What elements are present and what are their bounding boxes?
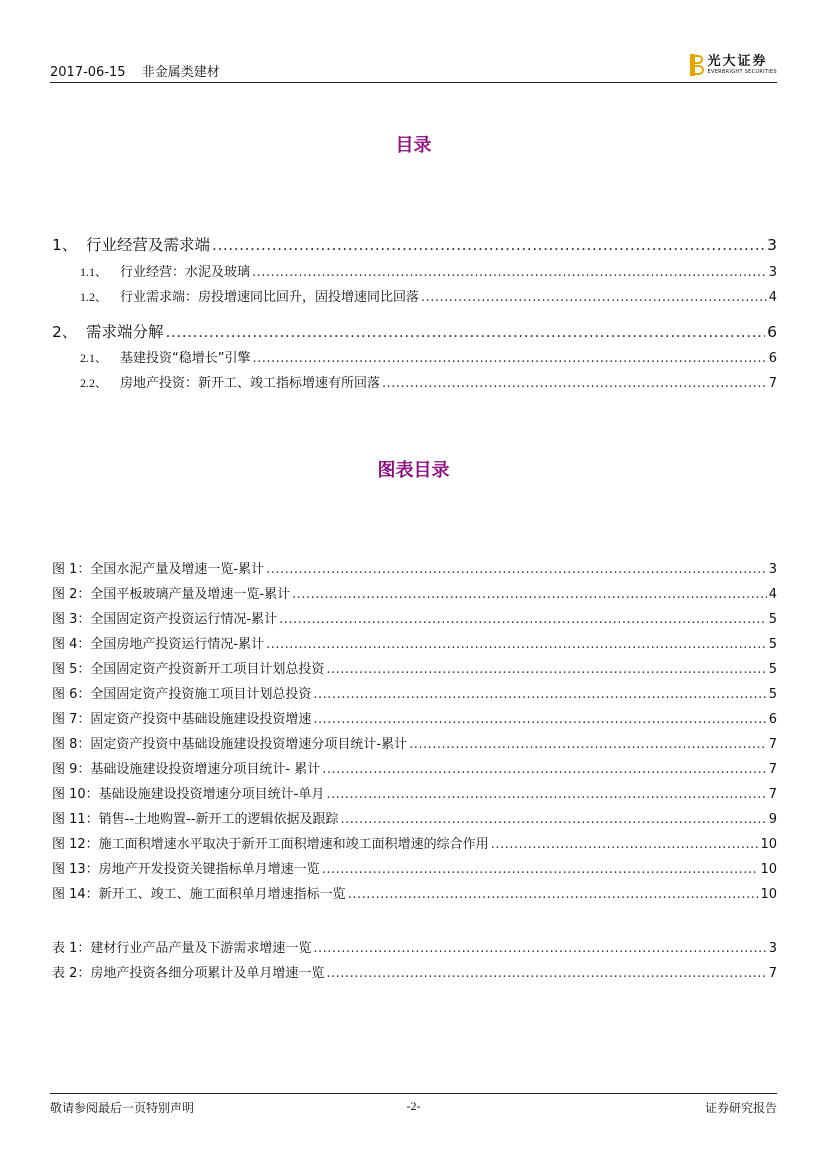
table-entry-label: 表 2：房地产投资各细分项累计及单月增速一览 — [52, 966, 325, 981]
logo-cn: 光大证券 — [707, 54, 768, 69]
footer-disclaimer: 敬请参阅最后一页特别声明 — [50, 1101, 195, 1115]
dot-leader — [340, 812, 766, 827]
toc-title: 目录 — [395, 135, 432, 156]
figure-entry-label: 图 11：销售--土地购置--新开工的逻辑依据及跟踪 — [52, 812, 339, 827]
figure-entry[interactable] — [52, 608, 777, 627]
figure-entry-page: 10 — [760, 862, 777, 877]
figure-entry[interactable] — [52, 783, 777, 802]
figure-entry-page: 5 — [768, 662, 777, 677]
figure-entry-label: 图 4：全国房地产投资运行情况-累计 — [52, 637, 265, 652]
figure-entry-page: 6 — [768, 712, 777, 727]
figure-entry[interactable] — [52, 683, 777, 702]
figure-entry-label: 图 2：全国平板玻璃产量及增速一览-累计 — [52, 587, 291, 602]
figure-entry-page: 9 — [768, 812, 777, 827]
figure-entry[interactable] — [52, 858, 777, 877]
figure-entry[interactable] — [52, 733, 777, 752]
toc-entry-number: 1.2、 — [80, 290, 108, 304]
page-footer — [50, 1093, 777, 1115]
figure-entry[interactable] — [52, 758, 777, 777]
dot-leader — [322, 762, 766, 777]
toc-entry-label: 需求端分解 — [86, 323, 164, 341]
toc-entry-number: 1.1、 — [80, 265, 108, 279]
figure-entry-label: 图 7：固定资产投资中基础设施建设投资增速 — [52, 712, 312, 727]
figure-entry-page: 5 — [768, 687, 777, 702]
report-date: 2017-06-15 — [50, 65, 126, 80]
figure-entry-page: 7 — [768, 787, 777, 802]
table-entry-label: 表 1：建材行业产品产量及下游需求增速一览 — [52, 941, 312, 956]
toc-entry-page: 6 — [768, 351, 777, 366]
table-entry-page: 3 — [768, 941, 777, 956]
dot-leader — [382, 376, 767, 391]
dot-leader — [252, 265, 767, 280]
company-logo — [690, 52, 777, 78]
dot-leader — [326, 662, 766, 677]
toc-entry-label: 行业需求端：房投增速同比回升，固投增速同比回落 — [120, 290, 420, 305]
dot-leader — [322, 862, 759, 877]
toc-entry-page: 6 — [767, 323, 777, 341]
page-header — [50, 52, 777, 83]
logo-mark-icon — [690, 54, 704, 76]
figure-entry[interactable] — [52, 708, 777, 727]
dot-leader — [166, 323, 766, 341]
dot-leader — [326, 966, 766, 981]
toc-entry[interactable] — [80, 347, 777, 366]
toc-entry-number: 2.2、 — [80, 376, 108, 390]
figure-entry-page: 5 — [768, 637, 777, 652]
toc-entry-page: 3 — [768, 265, 777, 280]
dot-leader — [313, 941, 766, 956]
dot-leader — [313, 712, 766, 727]
figure-entry[interactable] — [52, 833, 777, 852]
dot-leader — [252, 351, 766, 366]
dot-leader — [491, 837, 759, 852]
figure-entry-label: 图 3：全国固定资产投资运行情况-累计 — [52, 612, 278, 627]
figure-entry-label: 图 9：基础设施建设投资增速分项目统计- 累计 — [52, 762, 321, 777]
dot-leader — [266, 637, 767, 652]
toc-entry[interactable] — [80, 372, 777, 391]
toc-entry-label: 房地产投资：新开工、竣工指标增速有所回落 — [120, 376, 381, 391]
dot-leader — [326, 787, 766, 802]
figure-entry-page: 3 — [768, 562, 777, 577]
figure-entry-page: 5 — [768, 612, 777, 627]
report-type: 证券研究报告 — [704, 1101, 777, 1115]
figure-entry-label: 图 5：全国固定资产投资新开工项目计划总投资 — [52, 662, 325, 677]
figure-entry[interactable] — [52, 658, 777, 677]
dot-leader — [212, 236, 765, 254]
figure-entry-label: 图 6：全国固定资产投资施工项目计划总投资 — [52, 687, 312, 702]
toc-entry-page: 3 — [767, 236, 777, 254]
dot-leader — [409, 737, 767, 752]
figure-entry-label: 图 12：施工面积增速水平取决于新开工面积增速和竣工面积增速的综合作用 — [52, 837, 489, 852]
table-entry-page: 7 — [768, 966, 777, 981]
figure-entry-label: 图 14：新开工、竣工、施工面积单月增速指标一览 — [52, 887, 346, 902]
figure-entry-label: 图 1：全国水泥产量及增速一览-累计 — [52, 562, 265, 577]
figure-entry-page: 7 — [768, 762, 777, 777]
figure-entry-page: 10 — [760, 887, 777, 902]
toc-entry-label: 行业经营及需求端 — [86, 236, 211, 254]
dot-leader — [279, 612, 767, 627]
toc-entry-number: 2.1、 — [80, 351, 108, 365]
figure-entry-page: 7 — [768, 737, 777, 752]
figure-entry[interactable] — [52, 558, 777, 577]
figures-title: 图表目录 — [377, 460, 450, 481]
toc-entry[interactable] — [80, 261, 777, 280]
industry-name: 非金属类建材 — [141, 65, 220, 80]
figure-entry[interactable] — [52, 808, 777, 827]
figure-entry-label: 图 8：固定资产投资中基础设施建设投资增速分项目统计-累计 — [52, 737, 408, 752]
toc-entry[interactable] — [80, 286, 777, 305]
header-meta — [50, 61, 232, 80]
dot-leader — [348, 887, 759, 902]
table-entry[interactable] — [52, 962, 777, 981]
dot-leader — [313, 687, 766, 702]
logo-en: EVERBRIGHT SECURITIES — [707, 69, 777, 75]
figure-entry[interactable] — [52, 633, 777, 652]
figure-entry-label: 图 10：基础设施建设投资增速分项目统计-单月 — [52, 787, 325, 802]
figure-entry[interactable] — [52, 883, 777, 902]
dot-leader — [421, 290, 767, 305]
toc-entry[interactable] — [52, 320, 777, 342]
page-number: -2- — [406, 1099, 421, 1113]
toc-entry-label: 基建投资“稳增长”引擎 — [120, 351, 251, 366]
toc-entry-label: 行业经营：水泥及玻璃 — [120, 265, 251, 280]
toc-entry[interactable] — [52, 233, 777, 255]
figure-entry[interactable] — [52, 583, 777, 602]
table-entry[interactable] — [52, 937, 777, 956]
figure-entry-page: 10 — [760, 837, 777, 852]
figure-entry-page: 4 — [768, 587, 777, 602]
toc-entry-number: 1、 — [52, 236, 78, 254]
toc-entry-page: 4 — [768, 290, 777, 305]
dot-leader — [292, 587, 767, 602]
figure-entry-label: 图 13：房地产开发投资关键指标单月增速一览 — [52, 862, 320, 877]
toc-entry-number: 2、 — [52, 323, 78, 341]
toc-entry-page: 7 — [768, 376, 777, 391]
dot-leader — [266, 562, 767, 577]
